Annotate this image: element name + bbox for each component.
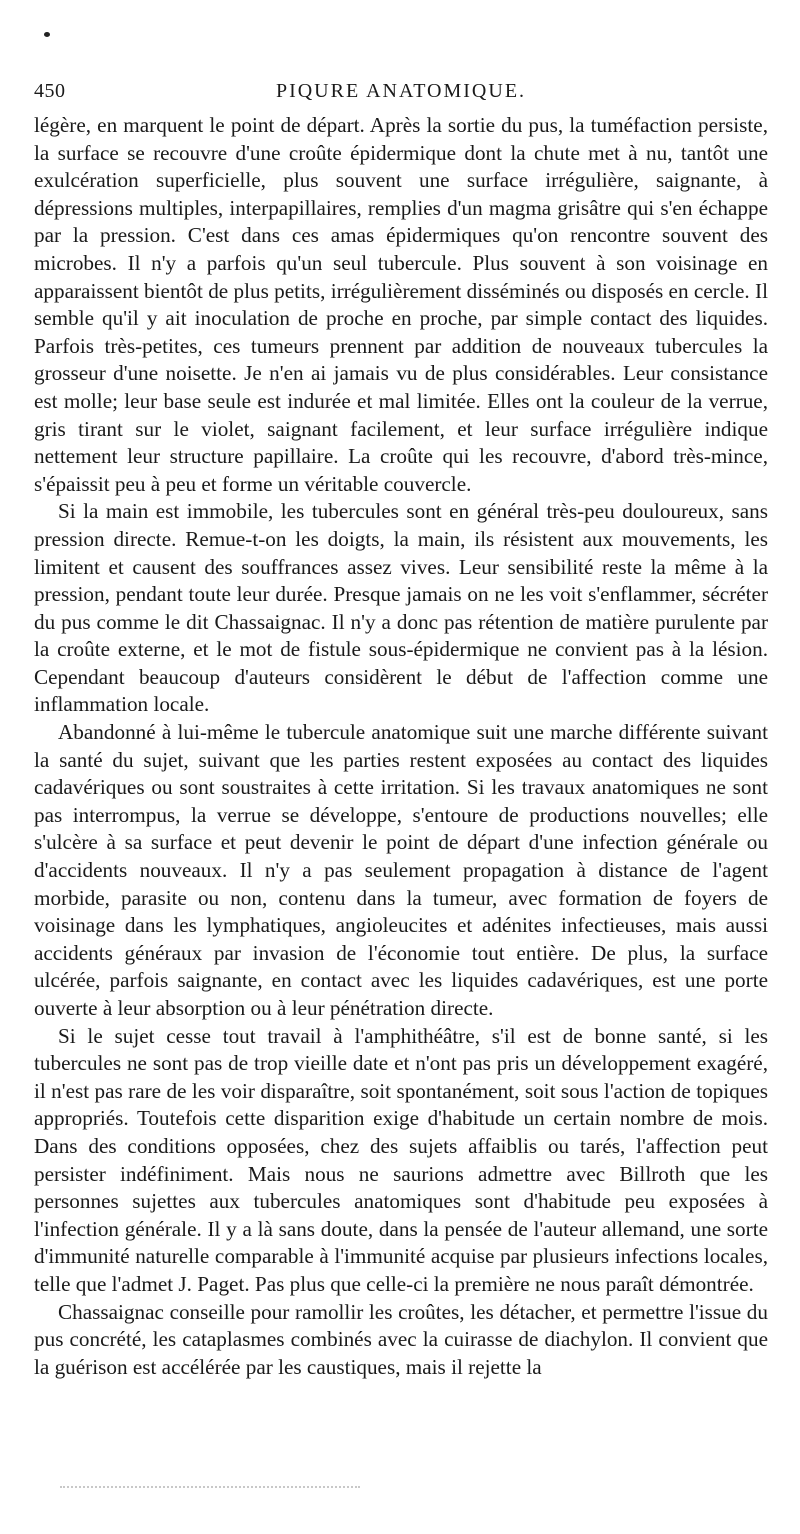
- ink-speck: [44, 32, 50, 37]
- paragraph-2: Si la main est immobile, les tubercules sont en général très-peu douloureux, sans pression directe. Remue-t-on les doigts, la main, ils résistent aux mouvements, les limitent et causent des souffrances assez vives. Leur sensibilité reste la même à la pression, pendant toute leur durée. Presque jamais on ne les voit s'enflammer, sécréter du pus comme le dit Chassaignac. Il n'y a donc pas rétention de matière purulente par la croûte externe, et le mot de fistule sous-épidermique ne convient pas à la lésion. Cependant beaucoup d'auteurs considèrent le début de l'affection comme une inflammation locale.: [34, 499, 768, 717]
- running-title: PIQURE ANATOMIQUE.: [275, 80, 527, 102]
- paragraph-4: Si le sujet cesse tout travail à l'amphithéâtre, s'il est de bonne santé, si les tubercules ne sont pas de trop vieille date et n'ont pas pris un développement exagéré, il n'est pas rare de les voir disparaître, soit spontanément, soit sous l'action de topiques appropriés. Toutefois cette disparition exige d'habitude un certain nombre de mois. Dans des conditions opposées, chez des sujets affaiblis ou tarés, l'affection peut persister indéfiniment. Mais nous ne saurions admettre avec Billroth que les personnes sujettes aux tubercules anatomiques sont d'habitude peu exposées à l'infection générale. Il y a là sans doute, dans la pensée de l'auteur allemand, une sorte d'immunité naturelle comparable à l'immunité acquise par plusieurs infections locales, telle que l'admet J. Paget. Pas plus que celle-ci la première ne nous paraît démontrée.: [34, 1023, 768, 1296]
- paragraph-5: Chassaignac conseille pour ramollir les croûtes, les détacher, et permettre l'issue du pus concrété, les cataplasmes combinés avec la cuirasse de diachylon. Il convient que la guérison est accélérée par les caustiques, mais il rejette la: [34, 1299, 768, 1379]
- body-text: [34, 112, 768, 1381]
- running-header: [34, 80, 768, 106]
- page-number: 450: [34, 80, 66, 102]
- footer-rule: [60, 1486, 360, 1488]
- paragraph-1: légère, en marquent le point de départ. Après la sortie du pus, la tuméfaction persiste, la surface se recouvre d'une croûte épidermique dont la chute met à nu, tantôt une exulcération superficielle, plus souvent une surface irrégulière, saignante, à dépressions multiples, interpapillaires, remplies d'un magma grisâtre qui s'en échappe par la pression. C'est dans ces amas épidermiques qu'on rencontre souvent des microbes. Il n'y a parfois qu'un seul tubercule. Plus souvent à son voisinage en apparaissent bientôt de plus petits, irrégulièrement disséminés ou disposés en cercle. Il semble qu'il y ait inoculation de proche en proche, par simple contact des liquides. Parfois très-petites, ces tumeurs prennent par addition de nouveaux tubercules la grosseur d'une noisette. Je n'en ai jamais vu de plus considérables. Leur consistance est molle; leur base seule est indurée et mal limitée. Elles ont la couleur de la verrue, gris tirant sur le violet, saignant facilement, et leur surface irrégulière indique nettement leur structure papillaire. La croûte qui les recouvre, d'abord très-mince, s'épaissit peu à peu et forme un véritable couvercle.: [34, 113, 768, 496]
- paragraph-3: Abandonné à lui-même le tubercule anatomique suit une marche différente suivant la santé du sujet, suivant que les parties restent exposées au contact des liquides cadavériques ou sont soustraites à cette irritation. Si les travaux anatomiques ne sont pas interrompus, la verrue se développe, s'entoure de productions nouvelles; elle s'ulcère à sa surface et peut devenir le point de départ d'une infection générale ou d'accidents nouveaux. Il n'y a pas seulement propagation à distance de l'agent morbide, parasite ou non, contenu dans la tumeur, avec formation de foyers de voisinage dans les lymphatiques, angioleucites et adénites infectieuses, mais aussi accidents généraux par invasion de l'économie tout entière. De plus, la surface ulcérée, parfois saignante, en contact avec les liquides cadavériques, est une porte ouverte à leur absorption ou à leur pénétration directe.: [34, 720, 768, 1020]
